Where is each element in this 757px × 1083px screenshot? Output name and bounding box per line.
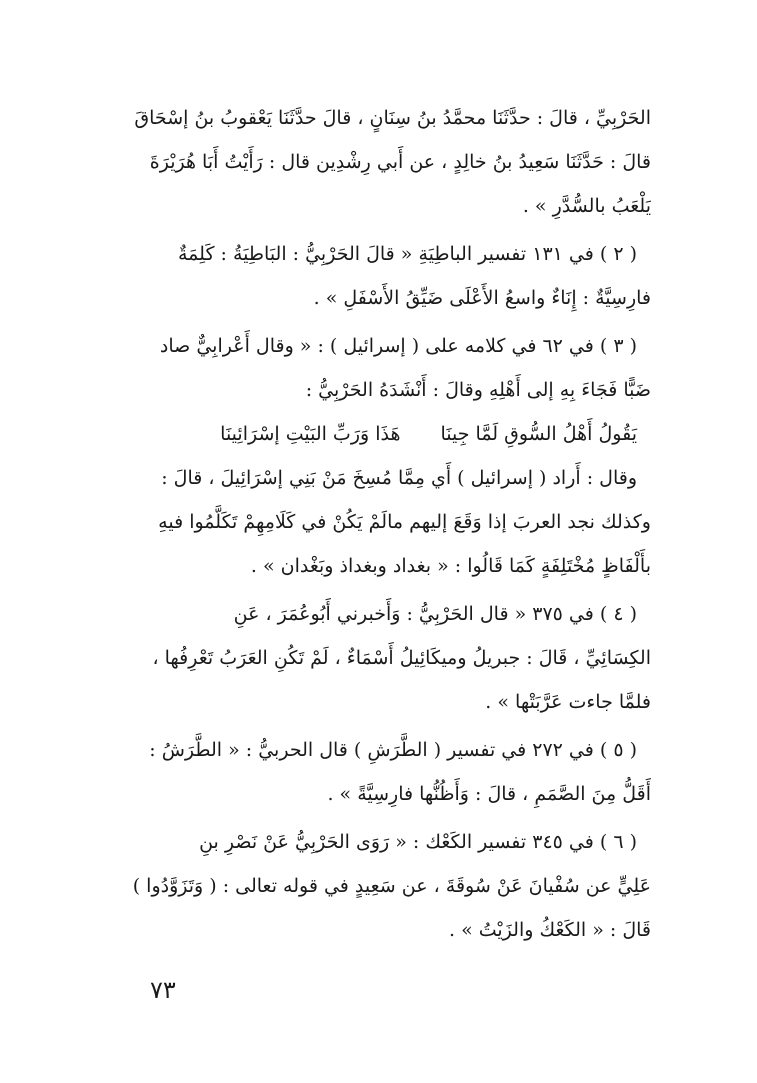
note-5 bbox=[108, 728, 651, 816]
text-line: قَالَ : « الكَعْكُ والزَيْتُ » . bbox=[448, 919, 651, 941]
text-line: ( ٢ ) في ١٣١ تفسير الباطِيَةِ « قالَ الحَرْبِيُّ : البَاطِيَةُ : كَلِمَةٌ bbox=[178, 243, 637, 265]
verse-second-hemistich: هَذَا وَرَبِّ البَيْتِ إسْرَائِينَا bbox=[220, 423, 401, 445]
verse-first-hemistich: يَقُولُ أَهْلُ السُّوقِ لَمَّا جِينَا bbox=[440, 423, 637, 445]
main-text bbox=[108, 96, 651, 952]
text-line: قالَ : حَدَّثَنَا سَعِيدُ بنُ خالِدٍ ، عن أَبي رِشْدِين قال : رَأَيْتُ أَبَا هُرَيْرَةَ bbox=[149, 151, 651, 173]
text-line: يَلْعَبُ بالسُّدَّرِ » . bbox=[522, 195, 651, 217]
note-6 bbox=[108, 820, 651, 952]
text-line: الحَرْبِيِّ ، قالَ : حدَّثَنَا محمَّدُ بنُ سِنَانٍ ، قالَ حدَّثَنَا يَعْقوبُ بنُ إسْحَاقَ bbox=[134, 107, 651, 129]
text-line: بأَلْفَاظٍ مُخْتَلِفَةٍ كَمَا قَالُوا : « بغداد وبغداذ وبَغْدان » . bbox=[250, 555, 651, 577]
text-line: فارِسِيَّةٌ : إِنَاءٌ واسعُ الأَعْلَى ضَيِّقُ الأَسْفَلِ » . bbox=[313, 287, 651, 309]
text-line: الكِسَائِيِّ ، قَالَ : جبريلُ وميكَائِيلُ أَسْمَاءٌ ، لَمْ تَكُنِ العَرَبُ تَعْرِفُها ، bbox=[152, 647, 651, 669]
text-line: ضَبًّا فَجَاءَ بِهِ إلى أَهْلِهِ وقالَ : أَنْشَدَهُ الحَرْبِيُّ : bbox=[305, 379, 651, 401]
text-line: وكذلك نجد العربَ إذا وَقَعَ إليهم مالَمْ يَكُنْ في كَلَامِهِمْ تَكَلَّمُوا فيهِ bbox=[158, 511, 651, 533]
text-line: فلمَّا جاءت عَرَّبَتْها » . bbox=[485, 691, 651, 713]
note-3 bbox=[108, 324, 651, 588]
page-number: ٧٣ bbox=[150, 976, 176, 1004]
text-line: وقال : أَراد ( إسرائيل ) أَي مِمَّا مُسِخَ مَنْ بَنِي إسْرَائِيلَ ، قالَ : bbox=[161, 467, 637, 489]
text-line: ( ٥ ) في ٢٧٢ في تفسير ( الطَّرَشِ ) قال الحربيُّ : « الطَّرَشُ : bbox=[149, 739, 637, 761]
text-line: ( ٤ ) في ٣٧٥ « قال الحَرْبِيُّ : وَأَخبرني أَبُوعُمَرَ ، عَنِ bbox=[233, 603, 637, 625]
note-4 bbox=[108, 592, 651, 724]
text-line: عَلِيٍّ عن سُفْيانَ عَنْ سُوقَةَ ، عن سَعِيدٍ في قوله تعالى : ( وَتَزَوَّدُوا ) bbox=[132, 875, 651, 897]
note-2 bbox=[108, 232, 651, 320]
poetry-verse bbox=[108, 412, 651, 456]
text-line: ( ٦ ) في ٣٤٥ تفسير الكَعْك : « رَوَى الحَرْبِيُّ عَنْ نَصْرِ بنِ bbox=[199, 831, 637, 853]
text-line: أَقَلُّ مِنَ الصَّمَمِ ، قالَ : وَأَظُنُّها فارِسِيَّةً » . bbox=[327, 783, 651, 805]
text-line: ( ٣ ) في ٦٢ في كلامه على ( إسرائيل ) : « وقال أَعْرابِيٌّ صاد bbox=[159, 335, 637, 357]
paragraph-1 bbox=[108, 96, 651, 228]
